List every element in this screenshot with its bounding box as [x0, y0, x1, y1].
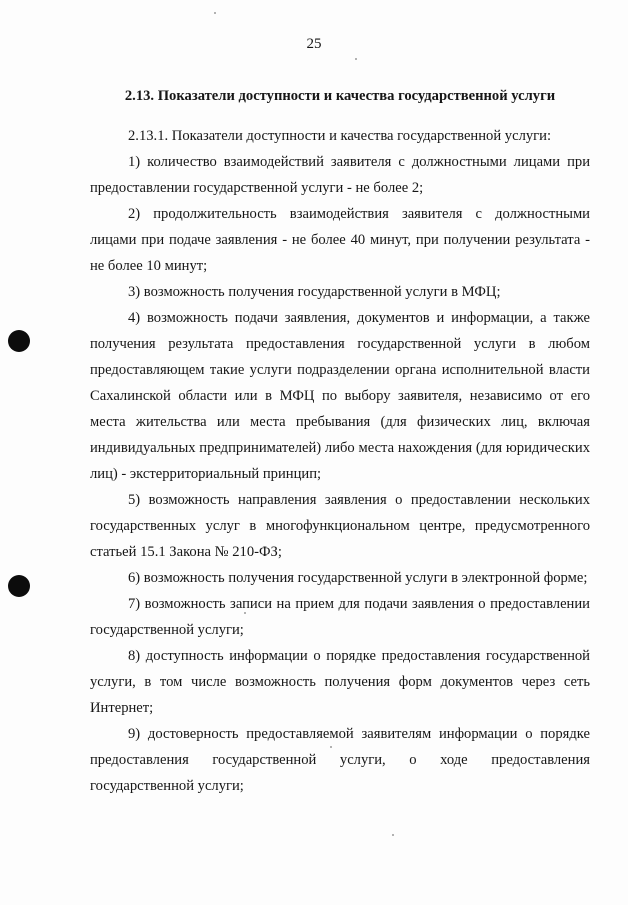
- paragraph-item-4: 4) возможность подачи заявления, документов и информации, а также получения результата предоставления государственной услуги в любом предоставляющем такие услуги подразделении органа исполнительной власти Сахалинской области или в МФЦ по выбору заявителя, независимо от его места жительства или места пребывания (для физических лиц, включая индивидуальных предпринимателей) либо места нахождения (для юридических лиц) - экстерриториальный принцип;: [90, 310, 590, 482]
- paragraph-item-9: 9) достоверность предоставляемой заявителям информации о порядке предоставления государственной услуги, о ходе предоставления государственной услуги;: [90, 726, 590, 794]
- paragraph-item-8: 8) доступность информации о порядке предоставления государственной услуги, в том числе возможность получения форм документов через сеть Интернет;: [90, 648, 590, 716]
- body-text: [90, 123, 590, 799]
- scan-speck: [214, 12, 216, 14]
- paragraph-item-6: 6) возможность получения государственной услуги в электронной форме;: [128, 570, 588, 586]
- paragraph-intro: 2.13.1. Показатели доступности и качества государственной услуги:: [128, 128, 552, 144]
- paragraph-item-2: 2) продолжительность взаимодействия заявителя с должностными лицами при подаче заявления - не более 40 минут, при получении результата - не более 10 минут;: [90, 206, 590, 274]
- paragraph-item-3: 3) возможность получения государственной услуги в МФЦ;: [128, 284, 501, 300]
- section-heading: 2.13. Показатели доступности и качества государственной услуги: [124, 88, 556, 104]
- paragraph-item-1: 1) количество взаимодействий заявителя с должностными лицами при предоставлении государственной услуги - не более 2;: [90, 154, 590, 196]
- punch-hole-mark: [8, 330, 30, 352]
- punch-hole-mark: [8, 575, 30, 597]
- scan-speck: [392, 834, 394, 836]
- paragraph-item-5: 5) возможность направления заявления о предоставлении нескольких государственных услуг в многофункциональном центре, предусмотренного статьей 15.1 Закона № 210-ФЗ;: [90, 492, 590, 560]
- scan-speck: [355, 58, 357, 60]
- paragraph-item-7: 7) возможность записи на прием для подачи заявления о предоставлении государственной услуги;: [90, 596, 590, 638]
- page-number: 25: [306, 36, 322, 52]
